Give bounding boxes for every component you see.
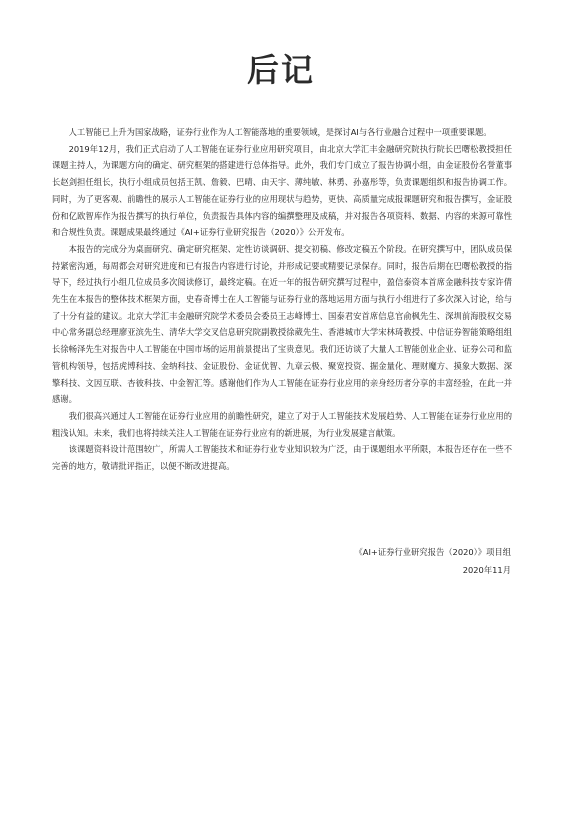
signature-org: 《AI+证券行业研究报告（2020）》项目组 (354, 547, 511, 557)
paragraph-research-process: 本报告的完成分为桌面研究、确定研究框架、定性访谈调研、提交初稿、修改定稿五个阶段。在研究撰写中，团队成员保持紧密沟通，每周都会对研究进度和已有报告内容进行讨论，并形成记要或精要记录保存。同时，报告后期在巴曙松教授的指导下，经过执行小组几位成员多次阅读修订，最终定稿。在近一年的报告研究撰写过程中，盈信泰资本首席金融科技专家许倩先生在本报告的整体技术框架方面，史春奇博士在人工智能与证券行业的落地运用方面与执行小组进行了多次深入讨论，给与了十分有益的建议。北京大学汇丰金融研究院学术委员会委员王志峰博士、国泰君安首席信息官俞枫先生、深圳前海股权交易中心常务副总经理廖亚滨先生、清华大学交叉信息研究院副教授徐葳先生、香港城市大学宋林琦教授、中信证券智能策略组组长徐畅泽先生对报告中人工智能在中国市场的运用前景提出了宝贵意见。我们还访谈了大量人工智能创业企业、证券公司和监管机构领导，包括虎博科技、金纳科技、金证股份、金证优智、九章云极、聚宽投资、掘金量化、理财魔方、摸象大数据、深擎科技、文因互联、杏彼科技、中金智汇等。感谢他们作为人工智能在证券行业应用的亲身经历者分享的丰富经验，在此一并感谢。 (52, 243, 512, 405)
paragraph-disclaimer: 该课题资料设计范围较广，所需人工智能技术和证券行业专业知识较为广泛，由于课题组水平所限，本报告还存在一些不完善的地方，敬请批评指正，以便不断改进提高。 (52, 444, 512, 472)
document-body (52, 124, 512, 475)
paragraph-intro: 人工智能已上升为国家战略，证券行业作为人工智能落地的重要领域，是探讨AI与各行业融合过程中一项重要课题。 (68, 127, 492, 137)
page-title: 后记 (246, 51, 315, 89)
paragraph-outlook: 我们很高兴通过人工智能在证券行业应用的前瞻性研究，建立了对于人工智能技术发展趋势、人工智能在证券行业应用的粗浅认知。未来，我们也将持续关注人工智能在证券行业应有的新进展，为行业发展建言献策。 (52, 410, 512, 438)
paragraph-project-launch: 2019年12月，我们正式启动了人工智能在证券行业应用研究项目，由北京大学汇丰金融研究院执行院长巴曙松教授担任课题主持人，为课题方向的确定、研究框架的搭建进行总体指导。此外，我们专门成立了报告协调小组，由金证股份名誉董事长赵剑担任组长，执行小组成员包括王凯、詹毅、巴晴、由天宇、薄纯敏、林勇、孙嘉彤等，负责课题组织和报告协调工作。同时，为了更客观、前瞻性的展示人工智能在证券行业的应用现状与趋势，更快、高质量完成报课题研究和报告撰写，金证股份和亿欧智库作为报告撰写的执行单位，负责报告具体内容的编撰整理及成稿，并对报告各项资料、数据、内容的来源可靠性和合规性负责。课题成果最终通过《AI+证券行业研究报告（2020）》公开发布。 (52, 143, 512, 238)
signature-date: 2020年11月 (462, 565, 511, 575)
